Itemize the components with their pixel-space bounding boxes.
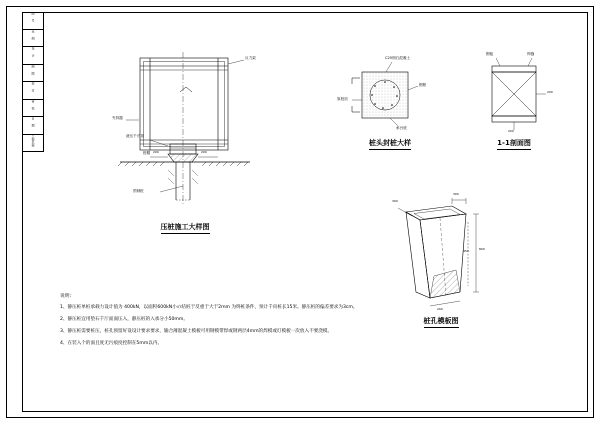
label-weld: 焊缝 (527, 52, 535, 56)
dim-section-bottom: 200 (508, 129, 514, 133)
figure-title-section: 1-1剖面图 (466, 138, 562, 150)
dim-left-200: 200 (153, 150, 159, 154)
title-block-cell: 校 对 (22, 82, 43, 100)
dim-right-200: 200 (201, 150, 207, 154)
figure-title-pile-head: 桩头封桩大样 (340, 138, 440, 150)
note-item: 3、静压桩需要桩压，桩孔预留好设设计要求要求，输合薄混凝土模板可用钢模带焊或钢两层4mm的焊模或灯模板一次放入不要浇模。 (60, 329, 333, 335)
label-pile-cap: 桩帽 (143, 151, 151, 155)
dim-hole-top: 300 (453, 192, 459, 196)
label-rebar: 钢筋 (419, 83, 427, 87)
note-item: 4、在装入个的面且度无污痕度控制在5mm以内。 (60, 341, 163, 347)
label-c25-concrete: C25细石混凝土 (385, 56, 411, 60)
figure-title-pile-press: 压桩施工大样图 (120, 222, 250, 234)
title-block-strip (22, 12, 44, 152)
label-original-pile-top: 原桩顶 (337, 97, 348, 101)
notes-block (60, 292, 380, 352)
dim-hole-inner: 450 (463, 249, 469, 253)
title-block-cell: 审 核 (22, 100, 43, 118)
label-reaction-frame: 反力架 (245, 56, 256, 60)
note-item: 2、静压桩宜用垫石千厅面面压入，静压桩的入承分小50mm。 (60, 317, 188, 323)
label-precast-pile: 预制桩 (133, 189, 144, 193)
title-block-cell: 比 例 (22, 30, 43, 48)
title-block-cell: 设 计 (22, 47, 43, 65)
title-block-cell: 日 期 (22, 117, 43, 135)
label-steel-plate: 钢板 (486, 52, 494, 56)
label-clamp: 夹持器 (112, 116, 123, 120)
label-cap-bottom: 承台底 (396, 126, 407, 130)
title-block-cell: 工程名称 (31, 134, 35, 147)
dim-hole-right: 800 (479, 247, 485, 251)
notes-header: 说明： (60, 294, 75, 299)
title-block-cell: 图 号 (22, 12, 43, 30)
title-block-cell: 制 图 (22, 65, 43, 83)
dim-section-right: 200 (547, 90, 553, 94)
dim-hole-left: 300 (392, 199, 398, 203)
label-hydraulic-jack: 液压千斤顶 (126, 134, 144, 138)
note-item: 1、静压桩单桩承载力设计值为 400kN，以面积600kN小の结桩于反重于大于2mm 为终桩条件，预计千向桩长15米。静压桩的偏差要求为3cm。 (60, 305, 358, 311)
dim-hole-bottom: 200 (437, 307, 443, 311)
figure-title-pile-hole: 桩孔模板图 (386, 316, 496, 328)
